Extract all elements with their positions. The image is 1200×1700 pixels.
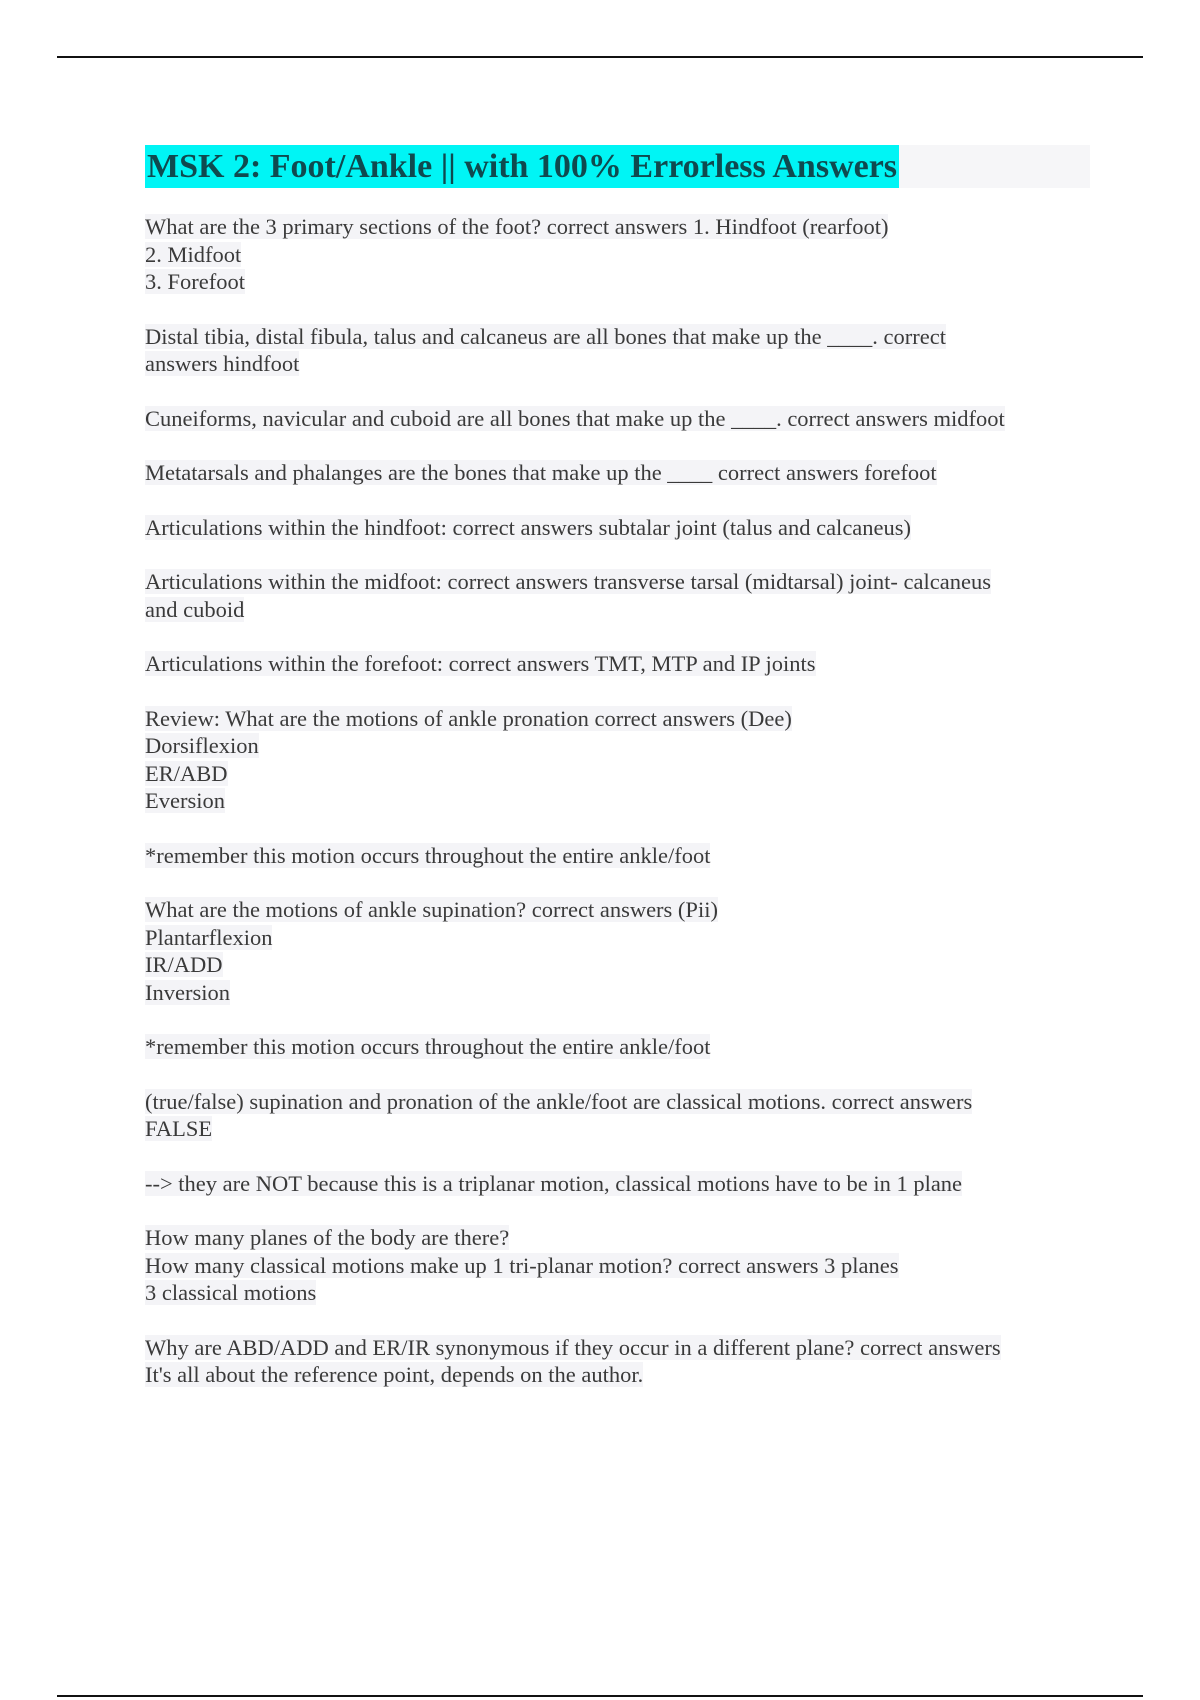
- qa-line-text: Distal tibia, distal fibula, talus and calcaneus are all bones that make up the ____. correct: [145, 323, 946, 349]
- qa-line: [145, 1033, 1090, 1061]
- document-title: MSK 2: Foot/Ankle || with 100% Errorless Answers: [145, 145, 899, 188]
- document-body: [145, 145, 1090, 1416]
- qa-line-text: Articulations within the hindfoot: correct answers subtalar joint (talus and calcaneus): [145, 514, 912, 540]
- title-bar: [145, 145, 1090, 188]
- header-rule: [57, 56, 1143, 58]
- qa-line: [145, 732, 1090, 760]
- qa-line: [145, 1224, 1090, 1252]
- qa-line: [145, 1334, 1090, 1362]
- qa-line: [145, 1252, 1090, 1280]
- qa-line-text: FALSE: [145, 1116, 213, 1141]
- qa-entry: [145, 405, 1090, 433]
- qa-line: [145, 896, 1090, 924]
- qa-line: [145, 760, 1090, 788]
- qa-line-text: Articulations within the forefoot: correct answers TMT, MTP and IP joints: [145, 651, 816, 676]
- qa-line: [145, 787, 1090, 815]
- qa-line-text: --> they are NOT because this is a triplanar motion, classical motions have to be in 1 plane: [145, 1170, 963, 1196]
- qa-line: [145, 268, 1090, 296]
- qa-line: [145, 1115, 1090, 1143]
- qa-entry: [145, 842, 1090, 870]
- qa-line-text: How many planes of the body are there?: [145, 1225, 510, 1250]
- qa-list: [145, 213, 1090, 1389]
- qa-line-text: answers hindfoot: [145, 351, 300, 376]
- qa-line: [145, 951, 1090, 979]
- qa-line-text: Eversion: [145, 788, 225, 813]
- qa-line-text: Dorsiflexion: [145, 733, 259, 758]
- qa-line-text: What are the motions of ankle supination? correct answers (Pii): [145, 897, 718, 922]
- qa-line-text: Review: What are the motions of ankle pronation correct answers (Dee): [145, 705, 792, 731]
- qa-line-text: ER/ABD: [145, 760, 228, 786]
- qa-entry: [145, 705, 1090, 815]
- qa-entry: [145, 323, 1090, 378]
- qa-line: [145, 650, 1090, 678]
- qa-line: [145, 568, 1090, 596]
- qa-line: [145, 1361, 1090, 1389]
- qa-line: [145, 350, 1090, 378]
- qa-line: [145, 514, 1090, 542]
- qa-line: [145, 842, 1090, 870]
- qa-line-text: It's all about the reference point, depends on the author.: [145, 1362, 644, 1387]
- qa-line-text: IR/ADD: [145, 952, 223, 977]
- footer-rule: [57, 1695, 1143, 1697]
- qa-entry: [145, 213, 1090, 296]
- qa-line-text: Articulations within the midfoot: correct answers transverse tarsal (midtarsal) joint- calcaneus: [145, 569, 991, 594]
- qa-line: [145, 1170, 1090, 1198]
- qa-entry: [145, 1088, 1090, 1143]
- qa-line: [145, 924, 1090, 952]
- qa-entry: [145, 568, 1090, 623]
- qa-line-text: What are the 3 primary sections of the foot? correct answers 1. Hindfoot (rearfoot): [145, 214, 889, 239]
- qa-entry: [145, 1334, 1090, 1389]
- qa-entry: [145, 1224, 1090, 1307]
- qa-line: [145, 1088, 1090, 1116]
- qa-line-text: and cuboid: [145, 596, 245, 622]
- qa-line-text: (true/false) supination and pronation of the ankle/foot are classical motions. correct answers: [145, 1088, 973, 1114]
- qa-line-text: 3 classical motions: [145, 1280, 317, 1305]
- qa-entry: [145, 1033, 1090, 1061]
- qa-line: [145, 979, 1090, 1007]
- qa-line-text: 3. Forefoot: [145, 269, 245, 294]
- qa-line: [145, 705, 1090, 733]
- qa-entry: [145, 459, 1090, 487]
- qa-line-text: 2. Midfoot: [145, 241, 242, 267]
- qa-line-text: Why are ABD/ADD and ER/IR synonymous if they occur in a different plane? correct answers: [145, 1334, 1001, 1360]
- qa-line: [145, 1279, 1090, 1307]
- qa-line: [145, 596, 1090, 624]
- qa-line-text: How many classical motions make up 1 tri-planar motion? correct answers 3 planes: [145, 1252, 899, 1278]
- qa-entry: [145, 1170, 1090, 1198]
- qa-line: [145, 213, 1090, 241]
- qa-line-text: Plantarflexion: [145, 924, 273, 950]
- qa-line-text: *remember this motion occurs throughout the entire ankle/foot: [145, 842, 711, 868]
- qa-line-text: Metatarsals and phalanges are the bones that make up the ____ correct answers forefoot: [145, 460, 937, 485]
- qa-entry: [145, 650, 1090, 678]
- qa-line-text: *remember this motion occurs throughout the entire ankle/foot: [145, 1034, 711, 1059]
- qa-line: [145, 323, 1090, 351]
- qa-line: [145, 459, 1090, 487]
- qa-entry: [145, 896, 1090, 1006]
- qa-line: [145, 241, 1090, 269]
- qa-entry: [145, 514, 1090, 542]
- qa-line: [145, 405, 1090, 433]
- qa-line-text: Inversion: [145, 979, 230, 1005]
- qa-line-text: Cuneiforms, navicular and cuboid are all bones that make up the ____. correct answers midfoot: [145, 405, 1005, 431]
